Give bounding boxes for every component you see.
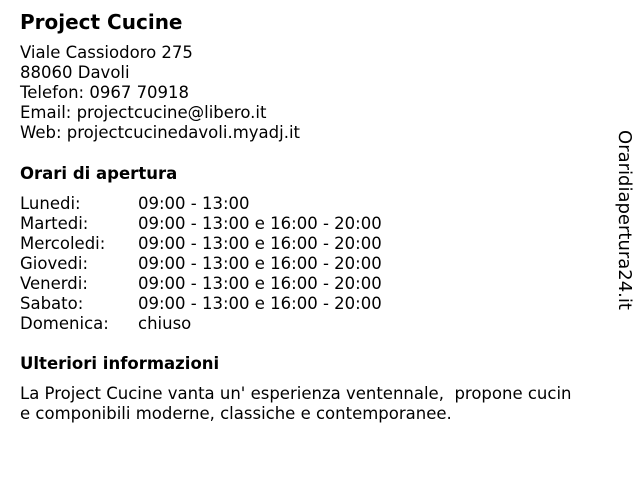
address-street: Viale Cassiodoro 275 bbox=[20, 43, 193, 62]
day-label: Lunedi: bbox=[20, 194, 81, 213]
day-label: Venerdi: bbox=[20, 274, 88, 293]
time-range: 09:00 - 13:00 e 16:00 - 20:00 bbox=[138, 294, 382, 313]
time-range: chiuso bbox=[138, 314, 192, 333]
hours-row bbox=[20, 254, 580, 274]
contact-info bbox=[20, 43, 580, 143]
hours-row bbox=[20, 294, 580, 314]
time-range: 09:00 - 13:00 bbox=[138, 194, 250, 213]
email-address: Email: projectcucine@libero.it bbox=[20, 103, 267, 122]
site-watermark: Oraridiapertura24.it bbox=[614, 130, 635, 310]
hours-row bbox=[20, 214, 580, 234]
day-label: Sabato: bbox=[20, 294, 84, 313]
website: Web: projectcucinedavoli.myadj.it bbox=[20, 123, 301, 142]
time-range: 09:00 - 13:00 e 16:00 - 20:00 bbox=[138, 234, 382, 253]
hours-row bbox=[20, 234, 580, 254]
hours-row bbox=[20, 194, 580, 214]
day-label: Domenica: bbox=[20, 314, 109, 333]
day-label: Martedi: bbox=[20, 214, 89, 233]
time-range: 09:00 - 13:00 e 16:00 - 20:00 bbox=[138, 274, 382, 293]
phone-number: Telefon: 0967 70918 bbox=[20, 83, 190, 102]
opening-hours-table bbox=[20, 194, 580, 334]
time-range: 09:00 - 13:00 e 16:00 - 20:00 bbox=[138, 254, 382, 273]
business-name: Project Cucine bbox=[20, 10, 183, 34]
hours-row bbox=[20, 314, 580, 334]
time-range: 09:00 - 13:00 e 16:00 - 20:00 bbox=[138, 214, 382, 233]
further-info-heading: Ulteriori informazioni bbox=[20, 354, 220, 373]
address-city: 88060 Davoli bbox=[20, 63, 130, 82]
opening-hours-heading: Orari di apertura bbox=[20, 164, 178, 183]
business-description: La Project Cucine vanta un' esperienza ventennale, propone cucin e componibili moderne, classiche e contemporanee. bbox=[20, 384, 572, 423]
hours-row bbox=[20, 274, 580, 294]
day-label: Giovedi: bbox=[20, 254, 88, 273]
day-label: Mercoledi: bbox=[20, 234, 106, 253]
